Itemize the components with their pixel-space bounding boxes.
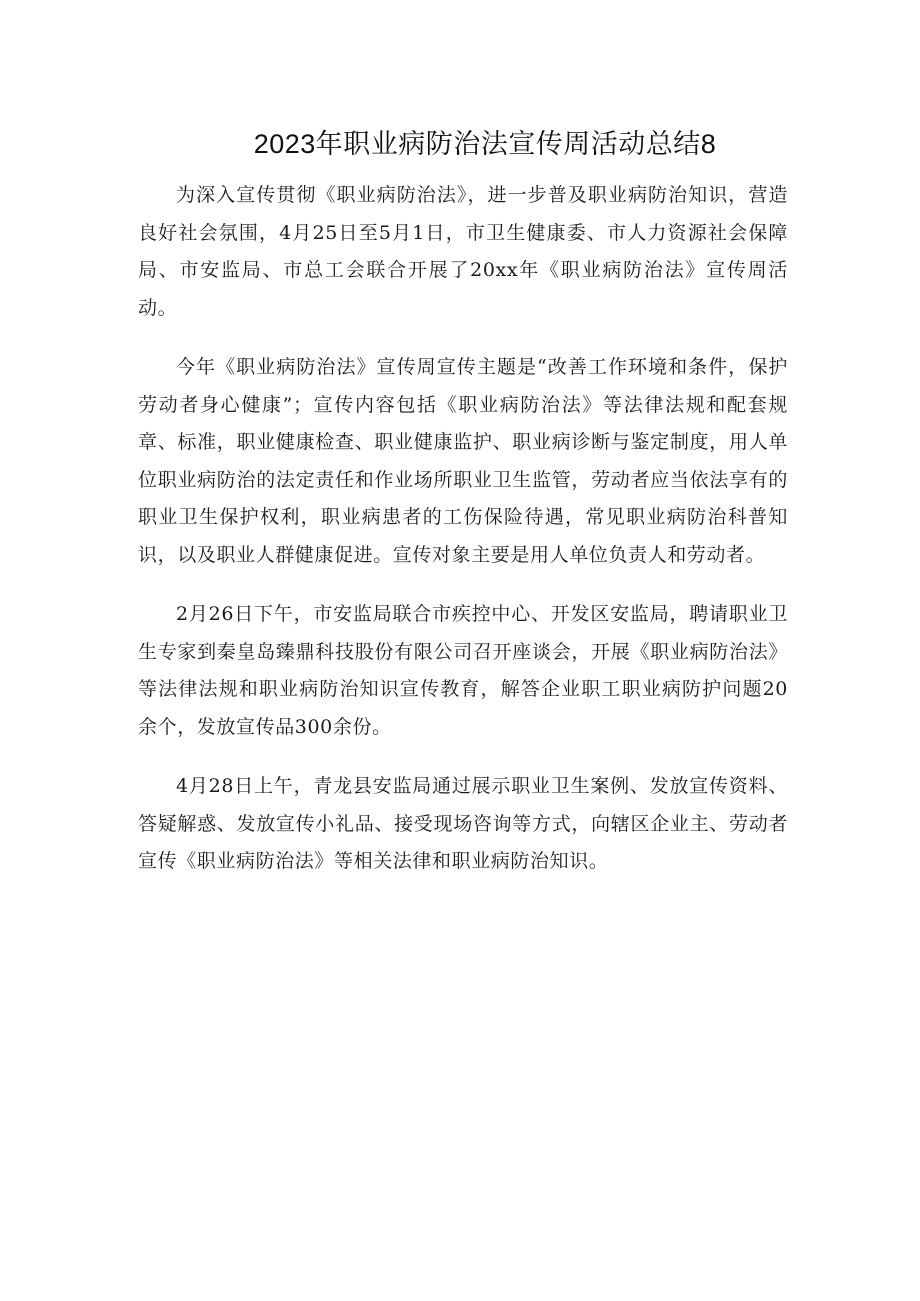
paragraph: 为深入宣传贯彻《职业病防治法》，进一步普及职业病防治知识，营造良好社会氛围，4月25日至5月1日，市卫生健康委、市人力资源社会保障局、市安监局、市总工会联合开展了20xx年《职业病防治法》宣传周活动。 — [138, 184, 788, 319]
paragraph: 今年《职业病防治法》宣传周宣传主题是“改善工作环境和条件，保护劳动者身心健康”；宣传内容包括《职业病防治法》等法律法规和配套规章、标准，职业健康检查、职业健康监护、职业病诊断与鉴定制度，用人单位职业病防治的法定责任和作业场所职业卫生监管，劳动者应当依法享有的职业卫生保护权利，职业病患者的工伤保险待遇，常见职业病防治科普知识，以及职业人群健康促进。宣传对象主要是用人单位负责人和劳动者。 — [138, 356, 788, 566]
paragraph: 4月28日上午，青龙县安监局通过展示职业卫生案例、发放宣传资料、答疑解惑、发放宣传小礼品、接受现场咨询等方式，向辖区企业主、劳动者宣传《职业病防治法》等相关法律和职业病防治知识。 — [138, 775, 788, 872]
document-title: 2023年职业病防治法宣传周活动总结8 — [253, 129, 717, 159]
paragraph: 2月26日下午，市安监局联合市疾控中心、开发区安监局，聘请职业卫生专家到秦皇岛臻鼎科技股份有限公司召开座谈会，开展《职业病防治法》等法律法规和职业病防治知识宣传教育，解答企业职工职业病防护问题20余个，发放宣传品300余份。 — [138, 603, 788, 738]
document-body — [138, 177, 788, 903]
